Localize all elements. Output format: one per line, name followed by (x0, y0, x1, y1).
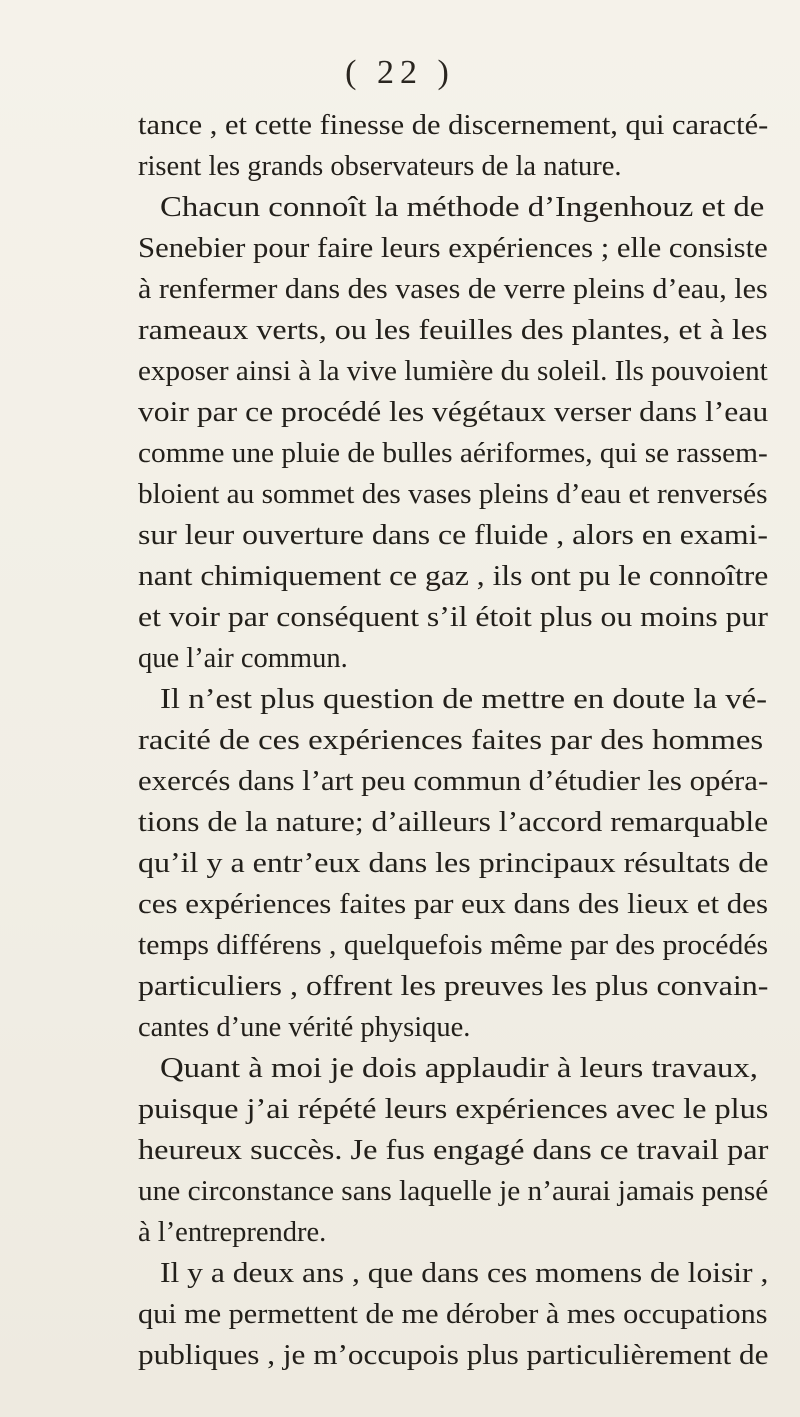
line-text: une circonstance sans laquelle je n’aurai jamais pensé (138, 1176, 769, 1207)
text-line (0, 227, 800, 271)
line-text: voir par ce procédé les végétaux verser dans l’eau (138, 397, 769, 428)
text-line (0, 1006, 800, 1050)
line-text: nant chimiquement ce gaz , ils ont pu le connoître (138, 561, 769, 592)
line-text: puisque j’ai répété leurs expériences avec le plus (138, 1094, 769, 1125)
text-line (0, 391, 800, 435)
line-text: qui me permettent de me dérober à mes occupations (138, 1299, 768, 1330)
text-line (0, 924, 800, 968)
text-line (0, 596, 800, 640)
line-text: racité de ces expériences faites par des hommes (138, 725, 764, 756)
line-text: sur leur ouverture dans ce fluide , alors en exami- (138, 520, 769, 551)
text-line (0, 145, 800, 189)
text-line (0, 309, 800, 353)
text-line (0, 883, 800, 927)
line-text: Il n’est plus question de mettre en doute la vé- (160, 684, 768, 715)
text-line (0, 719, 800, 763)
text-line (0, 514, 800, 558)
line-text: qu’il y a entr’eux dans les principaux résultats de (138, 848, 769, 879)
line-text: à renfermer dans des vases de verre pleins d’eau, les (138, 274, 768, 305)
paragraph-first-line (0, 1252, 800, 1296)
text-line (0, 801, 800, 845)
line-text: rameaux verts, ou les feuilles des plantes, et à les (138, 315, 768, 346)
text-line (0, 760, 800, 804)
line-text: et voir par conséquent s’il étoit plus ou moins pur (138, 602, 768, 633)
line-text: que l’air commun. (138, 643, 348, 674)
line-text: tance , et cette finesse de discernement, qui caracté- (138, 110, 769, 141)
text-line (0, 1129, 800, 1173)
text-line (0, 842, 800, 886)
text-line (0, 268, 800, 312)
text-line (0, 965, 800, 1009)
line-text: Quant à moi je dois applaudir à leurs travaux, (160, 1053, 758, 1084)
line-text: Chacun connoît la méthode d’Ingenhouz et de (160, 192, 765, 223)
line-text: tions de la nature; d’ailleurs l’accord remarquable (138, 807, 769, 838)
line-text: à l’entreprendre. (138, 1217, 327, 1248)
line-text: exposer ainsi à la vive lumière du soleil. Ils pouvoient (138, 356, 768, 387)
text-line (0, 473, 800, 517)
line-text: Il y a deux ans , que dans ces momens de loisir , (160, 1258, 769, 1289)
paragraph-first-line (0, 1047, 800, 1091)
text-line (0, 1170, 800, 1214)
text-line (0, 350, 800, 394)
line-text: temps différens , quelquefois même par des procédés (138, 930, 769, 961)
paragraph-first-line (0, 186, 800, 230)
line-text: ces expériences faites par eux dans des lieux et des (138, 889, 769, 920)
text-line (0, 432, 800, 476)
text-line (0, 104, 800, 148)
text-line (0, 1293, 800, 1337)
text-line (0, 1211, 800, 1255)
line-text: particuliers , offrent les preuves les plus convain- (138, 971, 769, 1002)
line-text: comme une pluie de bulles aériformes, qui se rassem- (138, 438, 768, 469)
text-line (0, 1334, 800, 1378)
text-line (0, 637, 800, 681)
text-line (0, 555, 800, 599)
line-text: risent les grands observateurs de la nature. (138, 151, 622, 182)
line-text: cantes d’une vérité physique. (138, 1012, 471, 1043)
line-text: bloient au sommet des vases pleins d’eau et renversés (138, 479, 768, 510)
line-text: Senebier pour faire leurs expériences ; elle consiste (138, 233, 768, 264)
page-number: ( 22 ) (345, 54, 455, 91)
line-text: exercés dans l’art peu commun d’étudier les opéra- (138, 766, 769, 797)
text-line (0, 1088, 800, 1132)
line-text: heureux succès. Je fus engagé dans ce travail par (138, 1135, 769, 1166)
paragraph-first-line (0, 678, 800, 722)
line-text: publiques , je m’occupois plus particulièrement de (138, 1340, 769, 1371)
